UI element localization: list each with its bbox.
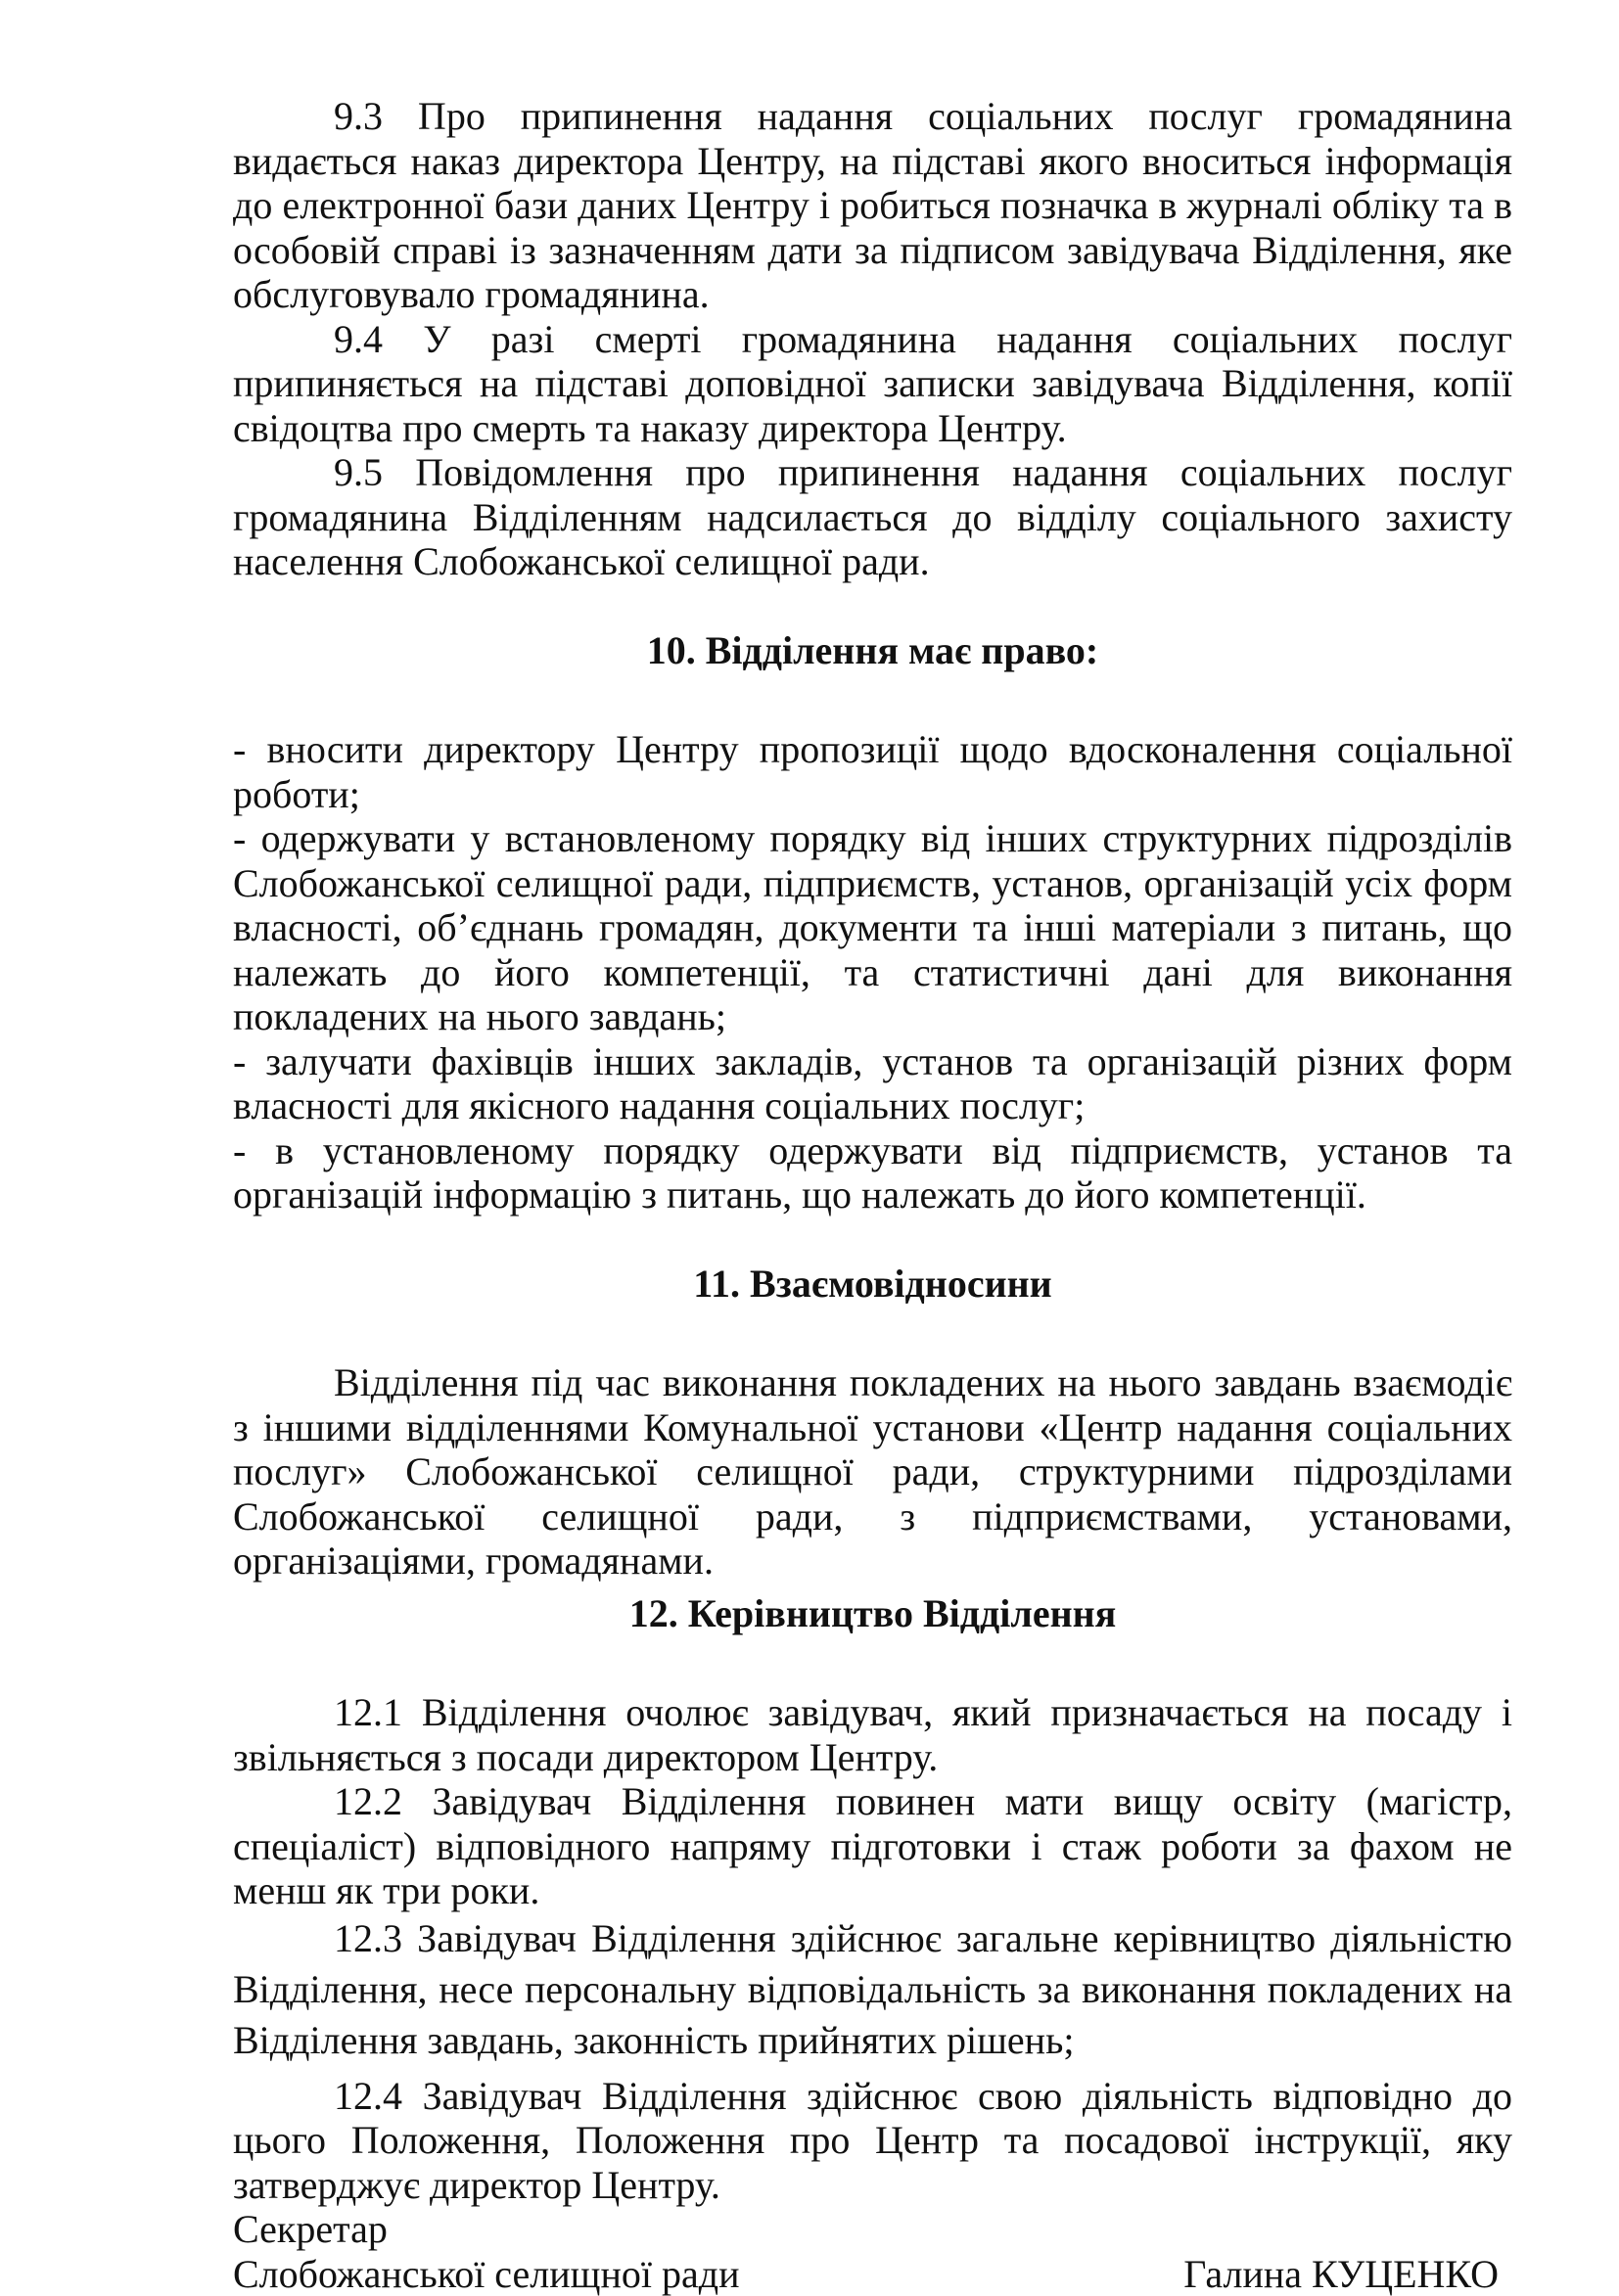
signatory-name: Галина КУЦЕНКО: [1183, 2252, 1512, 2296]
spacer: [233, 584, 1512, 628]
rights-item-3: - залучати фахівців інших закладів, установ та організацій різних форм власності для якісного надання соціальних послуг;: [233, 1039, 1512, 1128]
signature-block: [233, 2207, 1512, 2296]
section-12-heading: 12. Керівництво Відділення: [233, 1591, 1512, 1636]
section-10-heading: 10. Відділення має право:: [233, 628, 1512, 673]
spacer: [233, 1217, 1512, 1262]
rights-item-1: - вносити директору Центру пропозиції щодо вдосконалення соціальної роботи;: [233, 727, 1512, 816]
spacer: [233, 2066, 1512, 2074]
signature-title-line1: Секретар: [233, 2207, 1512, 2252]
spacer: [233, 1306, 1512, 1360]
spacer: [233, 672, 1512, 727]
spacer: [233, 1635, 1512, 1690]
paragraph-12-4: 12.4 Завідувач Відділення здійснює свою діяльність відповідно до цього Положення, Положення про Центр та посадової інструкції, яку затверджує директор Центру.: [233, 2074, 1512, 2208]
rights-item-4: - в установленому порядку одержувати від підприємств, установ та організацій інформацію з питань, що належать до його компетенції.: [233, 1128, 1512, 1217]
paragraph-9-4: 9.4 У разі смерті громадянина надання соціальних послуг припиняється на підставі доповідної записки завідувача Відділення, копії свідоцтва про смерть та наказу директора Центру.: [233, 317, 1512, 451]
paragraph-9-5: 9.5 Повідомлення про припинення надання соціальних послуг громадянина Відділенням надсилається до відділу соціального захисту населення Слобожанської селищної ради.: [233, 450, 1512, 584]
document-page: [233, 94, 1512, 2296]
section-11-heading: 11. Взаємовідносини: [233, 1262, 1512, 1307]
spacer: [233, 1584, 1512, 1591]
signature-title-line2: Слобожанської селищної ради: [233, 2252, 740, 2296]
signature-row: [233, 2252, 1512, 2296]
paragraph-12-2: 12.2 Завідувач Відділення повинен мати вищу освіту (магістр, спеціаліст) відповідного напряму підготовки і стаж роботи за фахом не менш як три роки.: [233, 1779, 1512, 1913]
rights-item-2: - одержувати у встановленому порядку від інших структурних підрозділів Слобожанської селищної ради, підприємств, установ, організацій усіх форм власності, об’єднань громадян, документи та інші матеріали з питань, що належать до його компетенції, та статистичні дані для виконання покладених на нього завдань;: [233, 816, 1512, 1039]
paragraph-12-3: 12.3 Завідувач Відділення здійснює загальне керівництво діяльністю Відділення, несе персональну відповідальність за виконання покладених на Відділення завдань, законність прийнятих рішень;: [233, 1913, 1512, 2066]
relations-paragraph: Відділення під час виконання покладених на нього завдань взаємодіє з іншими відділеннями Комунальної установи «Центр надання соціальних послуг» Слобожанської селищної ради, структурними підрозділами Слобожанської селищної ради, з підприємствами, установами, організаціями, громадянами.: [233, 1360, 1512, 1584]
paragraph-12-1: 12.1 Відділення очолює завідувач, який призначається на посаду і звільняється з посади директором Центру.: [233, 1690, 1512, 1779]
paragraph-9-3: 9.3 Про припинення надання соціальних послуг громадянина видається наказ директора Центру, на підставі якого вноситься інформація до електронної бази даних Центру і робиться позначка в журналі обліку та в особовій справі із зазначенням дати за підписом завідувача Відділення, яке обслуговувало громадянина.: [233, 94, 1512, 317]
